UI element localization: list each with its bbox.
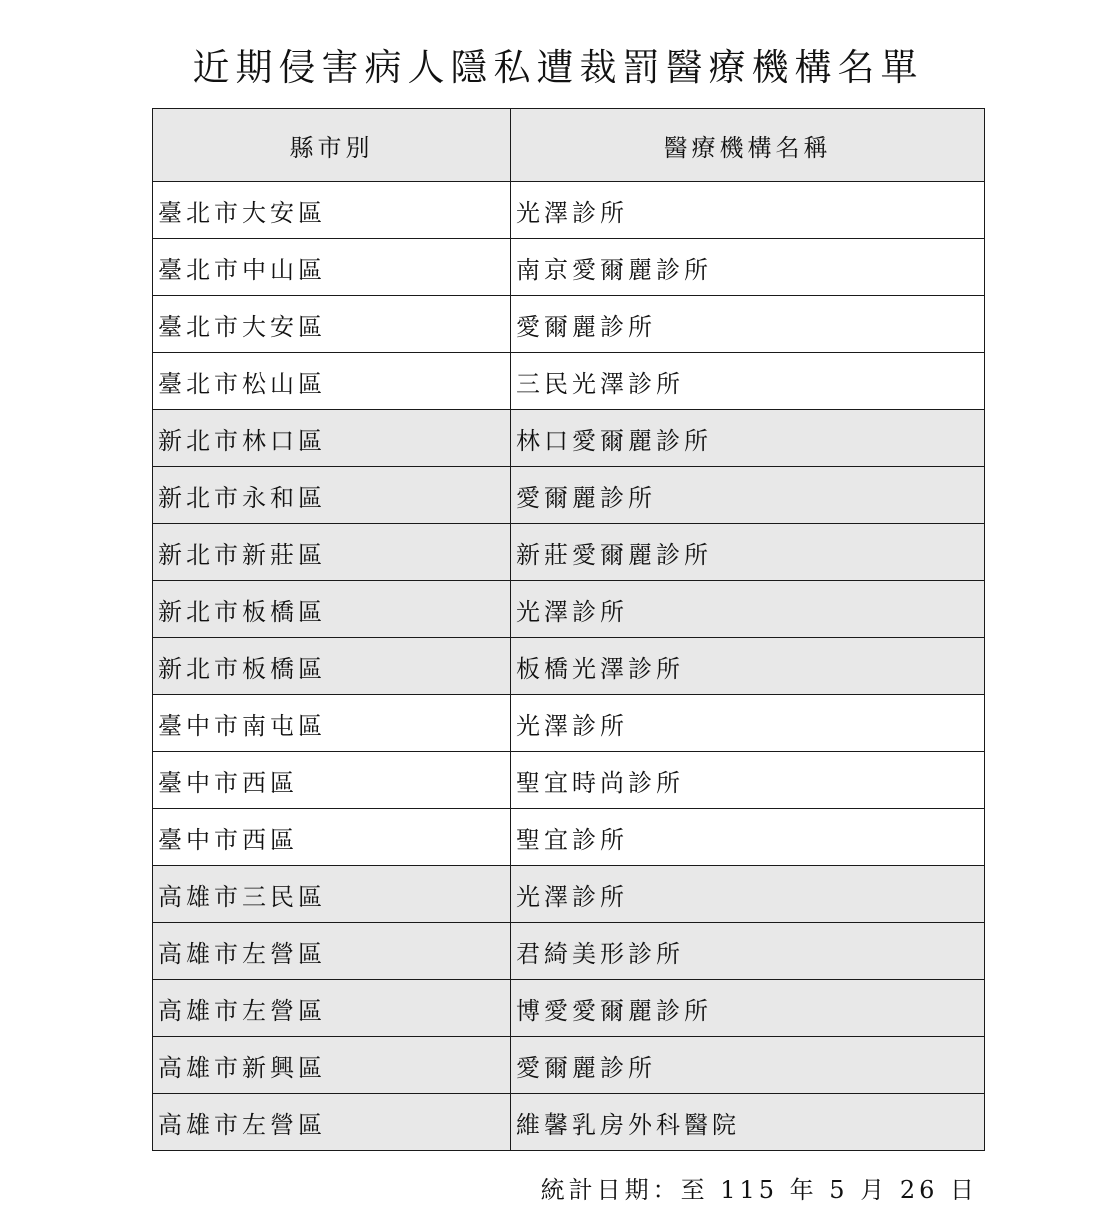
table-row (153, 809, 985, 866)
region-cell: 新北市新莊區 (153, 524, 511, 581)
table-row (153, 695, 985, 752)
table-row (153, 752, 985, 809)
table-row (153, 467, 985, 524)
clinic-name-cell: 博愛愛爾麗診所 (511, 980, 985, 1037)
table-row (153, 239, 985, 296)
region-cell: 高雄市新興區 (153, 1037, 511, 1094)
table-row (153, 581, 985, 638)
table-header-row (153, 109, 985, 182)
clinic-name-cell: 板橋光澤診所 (511, 638, 985, 695)
clinic-name-cell: 新莊愛爾麗診所 (511, 524, 985, 581)
table-row (153, 410, 985, 467)
table-row (153, 923, 985, 980)
region-cell: 高雄市左營區 (153, 980, 511, 1037)
region-cell: 臺中市西區 (153, 809, 511, 866)
clinic-name-cell: 君綺美形診所 (511, 923, 985, 980)
statistics-date: 統計日期：至 115 年 5 月 26 日 (540, 1176, 978, 1204)
clinic-name-cell: 三民光澤診所 (511, 353, 985, 410)
table-row (153, 296, 985, 353)
clinic-name-cell: 聖宜診所 (511, 809, 985, 866)
clinic-name-cell: 愛爾麗診所 (511, 296, 985, 353)
table-row (153, 182, 985, 239)
table-row (153, 353, 985, 410)
region-cell: 臺北市松山區 (153, 353, 511, 410)
clinic-name-cell: 維馨乳房外科醫院 (511, 1094, 985, 1151)
region-cell: 高雄市三民區 (153, 866, 511, 923)
region-cell: 高雄市左營區 (153, 923, 511, 980)
table-row (153, 524, 985, 581)
clinic-name-cell: 林口愛爾麗診所 (511, 410, 985, 467)
table-row (153, 866, 985, 923)
region-cell: 臺北市中山區 (153, 239, 511, 296)
region-cell: 臺中市西區 (153, 752, 511, 809)
column-header-region: 縣市別 (153, 109, 511, 182)
region-cell: 新北市永和區 (153, 467, 511, 524)
clinic-name-cell: 南京愛爾麗診所 (511, 239, 985, 296)
clinic-name-cell: 愛爾麗診所 (511, 467, 985, 524)
page-title: 近期侵害病人隱私遭裁罰醫療機構名單 (192, 46, 924, 89)
column-header-clinic-name: 醫療機構名稱 (511, 109, 985, 182)
table-row (153, 638, 985, 695)
clinic-name-cell: 聖宜時尚診所 (511, 752, 985, 809)
table-row (153, 980, 985, 1037)
region-cell: 新北市板橋區 (153, 581, 511, 638)
region-cell: 新北市林口區 (153, 410, 511, 467)
region-cell: 臺北市大安區 (153, 182, 511, 239)
table-row (153, 1037, 985, 1094)
clinic-list-table (152, 108, 985, 1151)
clinic-name-cell: 光澤診所 (511, 581, 985, 638)
clinic-name-cell: 光澤診所 (511, 866, 985, 923)
clinic-name-cell: 光澤診所 (511, 182, 985, 239)
region-cell: 臺北市大安區 (153, 296, 511, 353)
table-row (153, 1094, 985, 1151)
region-cell: 新北市板橋區 (153, 638, 511, 695)
region-cell: 臺中市南屯區 (153, 695, 511, 752)
region-cell: 高雄市左營區 (153, 1094, 511, 1151)
clinic-name-cell: 光澤診所 (511, 695, 985, 752)
clinic-name-cell: 愛爾麗診所 (511, 1037, 985, 1094)
